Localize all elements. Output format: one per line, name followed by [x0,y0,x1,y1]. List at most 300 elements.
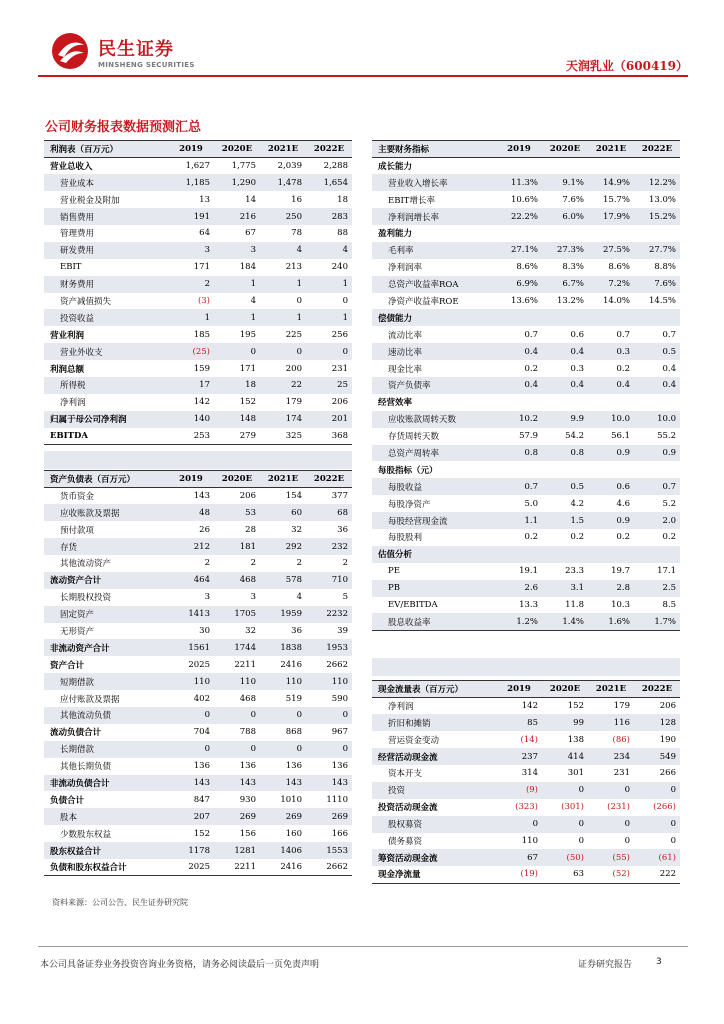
value-cell: 549 [634,748,680,765]
table-row [44,825,352,842]
value-cell: 2662 [306,859,352,876]
row-label: 净利润 [60,398,86,409]
value-cell: 63 [542,866,588,883]
value-cell: 17 [168,377,214,394]
value-cell [588,394,634,411]
value-cell: 2 [204,558,210,569]
value-cell [542,461,588,478]
income-statement-table [44,140,352,445]
value-cell: 0 [260,741,306,758]
value-cell: 0 [214,741,260,758]
value-cell: 32 [245,625,256,636]
row-label: 资产负债率 [372,377,496,394]
row-label: 应付账款及票据 [60,694,120,705]
value-cell: 0 [168,741,214,758]
value-cell: 4 [260,242,306,259]
value-cell: (55) [588,849,634,866]
value-cell: 1 [168,309,214,326]
row-label: 股东权益合计 [44,842,168,859]
value-cell: 110 [168,673,214,690]
row-label: EBIT增长率 [388,195,435,206]
value-cell: 4 [296,592,302,603]
value-cell: 0.7 [524,329,538,340]
value-cell: 67 [496,849,542,866]
value-cell: 232 [306,538,352,555]
table-row [44,741,352,758]
table-row [44,309,352,326]
value-cell: 171 [239,363,256,374]
table-row [44,157,352,174]
value-cell [542,546,588,563]
value-cell: 148 [214,411,260,428]
table-row [44,487,352,504]
value-cell: 1 [306,309,352,326]
value-cell: 3 [168,242,214,259]
data-source-note: 资料来源：公司公告、民生证券研究院 [52,898,188,907]
value-cell: 5 [342,592,348,603]
value-cell: 0 [542,782,588,799]
value-cell: 0 [260,707,306,724]
key-ratios-table [372,140,680,631]
value-cell: 152 [193,828,210,839]
table-spacer [44,451,352,469]
value-cell: 10.2 [496,411,542,428]
row-label: 净利润率 [388,263,423,274]
table-row [44,690,352,707]
table-row [44,606,352,623]
year-header: 2020E [214,471,260,488]
value-cell: 3.1 [542,580,588,597]
value-cell: 234 [588,748,634,765]
year-header: 2020E [542,141,588,158]
value-cell: 0.8 [496,445,542,462]
value-cell: 19.7 [611,566,630,577]
value-cell: 22 [260,377,306,394]
value-cell: 4 [250,295,256,306]
table-row [44,623,352,640]
value-cell: 179 [613,701,630,712]
row-label: 其他长期负债 [60,762,112,773]
table-row [44,259,352,276]
value-cell: 216 [214,208,260,225]
value-cell: 68 [306,504,352,521]
footer-divider [38,946,688,947]
value-cell: 136 [331,761,348,772]
table-row [372,360,680,377]
value-cell: 0.7 [634,478,680,495]
value-cell: 3 [204,592,210,603]
row-label: 负债和股东权益合计 [44,859,168,876]
value-cell: 368 [306,428,352,445]
row-label: 其他流动负债 [44,707,168,724]
value-cell: 190 [659,734,676,745]
value-cell: 30 [199,625,210,636]
page-header [38,27,688,77]
table-title: 资产负债表（百万元） [44,471,168,488]
value-cell [634,546,680,563]
value-cell: 0.5 [634,343,680,360]
value-cell: 225 [285,329,302,340]
row-label: 利润总额 [50,364,85,375]
table-row [372,833,680,850]
year-header: 2022E [306,471,352,488]
value-cell: 27.3% [542,242,588,259]
value-cell: 14 [245,194,256,205]
table-row [372,613,680,630]
value-cell: 13.2% [556,295,584,306]
value-cell: 0 [542,816,588,833]
row-label: 筹资活动现金流 [372,849,496,866]
table-row [44,276,352,293]
value-cell: 143 [260,775,306,792]
value-cell: 152 [567,701,584,712]
value-cell [496,157,542,174]
value-cell: 10.0 [634,411,680,428]
value-cell: 17.9% [588,208,634,225]
value-cell: 2 [250,558,256,569]
value-cell: 67 [245,228,256,239]
row-label: 净资产收益率ROE [388,296,459,307]
row-label: 所得税 [44,377,168,394]
table-row [372,849,680,866]
table-row [372,782,680,799]
value-cell: (14) [520,734,538,745]
value-cell: 25 [306,377,352,394]
value-cell [542,309,588,326]
value-cell: 590 [331,693,348,704]
row-label: 资产合计 [50,660,85,671]
table-row [372,597,680,614]
value-cell: 1,654 [306,174,352,191]
value-cell: 23.3 [565,566,584,577]
value-cell: 314 [521,768,538,779]
logo-text-en: MINSHENG SECURITIES [98,61,195,69]
value-cell: 0.2 [524,363,538,374]
table-row [44,589,352,606]
table-row [372,174,680,191]
value-cell: 36 [337,524,348,535]
value-cell: 11.8 [565,599,584,610]
value-cell: 1,478 [260,174,306,191]
value-cell [496,461,542,478]
value-cell: 1.7% [634,613,680,630]
row-label: 折旧和摊销 [372,714,496,731]
value-cell: 156 [239,828,256,839]
footer-disclaimer: 本公司具备证券业务投资咨询业务资格，请务必阅读最后一页免责声明 [40,960,320,970]
value-cell: 136 [193,761,210,772]
value-cell: 237 [496,748,542,765]
row-label: PE [388,566,400,577]
value-cell: 14.9% [588,174,634,191]
value-cell: 5.0 [524,498,538,509]
value-cell: 0.7 [496,478,542,495]
value-cell: 174 [260,411,306,428]
value-cell: (52) [588,866,634,883]
year-header: 2020E [214,141,260,158]
value-cell: 57.9 [519,431,538,442]
value-cell: 930 [239,794,256,805]
row-label: 存货 [44,538,168,555]
value-cell: 0 [342,295,348,306]
value-cell: 2.6 [496,580,542,597]
balance-sheet-table [44,470,352,876]
value-cell: 14.5% [648,295,676,306]
value-cell: 0 [214,707,260,724]
value-cell: 868 [285,727,302,738]
value-cell: 788 [239,727,256,738]
value-cell: 2.8 [588,580,634,597]
row-label: 资产减值损失 [60,296,112,307]
value-cell: 200 [285,363,302,374]
value-cell: 231 [331,363,348,374]
year-header: 2022E [634,141,680,158]
row-label: 投资收益 [44,309,168,326]
value-cell: 166 [331,828,348,839]
value-cell: 2211 [234,659,256,670]
value-cell: 27.5% [588,242,634,259]
value-cell: 704 [193,727,210,738]
value-cell: 32 [291,524,302,535]
value-cell [588,546,634,563]
value-cell: 269 [260,808,306,825]
value-cell: (50) [542,849,588,866]
value-cell: 279 [214,428,260,445]
table-row [372,309,680,326]
value-cell: 464 [168,572,214,589]
row-label: 应收账款及票据 [44,504,168,521]
value-cell: 191 [168,208,214,225]
row-label: 每股股利 [388,533,423,544]
row-label: 毛利率 [372,242,496,259]
value-cell: 0.2 [616,363,630,374]
cash-flow-table [372,680,680,884]
table-row [44,326,352,343]
value-cell: 0 [624,835,630,846]
table-row [372,697,680,714]
value-cell: 0.4 [634,377,680,394]
value-cell: 1,627 [185,161,210,172]
row-label: 流动负债合计 [50,728,102,739]
value-cell: 213 [285,262,302,273]
table-row [372,293,680,310]
value-cell: 0.7 [616,329,630,340]
value-cell: 0.2 [662,532,676,543]
value-cell: 1406 [260,842,306,859]
value-cell: (3) [197,295,210,306]
value-cell: 78 [291,228,302,239]
row-label: 营业税金及附加 [60,195,120,206]
table-header-row [372,681,680,698]
row-label: 无形资产 [60,626,95,637]
row-label: 研发费用 [44,242,168,259]
value-cell: 11.3% [496,174,542,191]
value-cell [496,546,542,563]
value-cell: 55.2 [657,431,676,442]
value-cell: 2662 [326,659,348,670]
table-row [44,758,352,775]
value-cell: 64 [199,228,210,239]
value-cell: 0.6 [570,329,584,340]
value-cell [542,157,588,174]
value-cell [634,394,680,411]
value-cell: 1 [306,276,352,293]
value-cell: 0.8 [542,445,588,462]
value-cell: 159 [193,363,210,374]
table-row [44,639,352,656]
table-row [44,724,352,741]
value-cell: 2025 [168,859,214,876]
row-label: 每股经营现金流 [372,512,496,529]
value-cell: (86) [612,734,630,745]
value-cell: 0.3 [570,363,584,374]
value-cell: 54.2 [565,431,584,442]
value-cell: 8.3% [562,262,584,273]
table-row [372,428,680,445]
row-label: 成长能力 [378,162,413,173]
year-header: 2021E [260,471,306,488]
value-cell: 8.5 [662,599,676,610]
table-row [372,259,680,276]
row-label: 货币资金 [60,492,95,503]
value-cell: 1.6% [588,613,634,630]
row-label: 营业利润 [50,330,85,341]
value-cell: 325 [260,428,306,445]
table-row [44,343,352,360]
value-cell: 1010 [280,794,302,805]
table-row [372,765,680,782]
value-cell: 0 [670,835,676,846]
table-row [44,208,352,225]
logo-text-cn: 民生证券 [98,39,174,60]
value-cell: 402 [193,693,210,704]
value-cell: (323) [515,802,538,813]
row-label: 股权募资 [372,816,496,833]
value-cell: 468 [239,693,256,704]
value-cell: 414 [542,748,588,765]
year-header: 2021E [588,681,634,698]
table-row [372,343,680,360]
value-cell: 1838 [260,639,306,656]
value-cell [542,394,588,411]
year-header: 2022E [634,681,680,698]
row-label: EV/EBITDA [388,599,438,610]
value-cell: 110 [521,835,538,846]
value-cell: 0.4 [496,377,542,394]
table-row [44,555,352,572]
row-label: 每股净资产 [388,499,431,510]
footer-report-type: 证券研究报告 [578,960,633,970]
minsheng-logo-icon [50,31,90,71]
value-cell: 1744 [214,639,260,656]
row-label: 净利润增长率 [372,208,496,225]
value-cell [588,157,634,174]
value-cell: (231) [607,802,630,813]
row-label: EBITDA [44,428,168,445]
value-cell: 1 [214,309,260,326]
table-row [372,748,680,765]
value-cell: 2,039 [277,161,302,172]
value-cell: 0.5 [542,478,588,495]
value-cell: 60 [260,504,306,521]
table-header-row [372,141,680,158]
table-row [44,775,352,792]
value-cell: 0.9 [588,512,634,529]
value-cell: 231 [613,768,630,779]
value-cell: 10.6% [510,194,538,205]
table-row [372,461,680,478]
table-row [44,842,352,859]
value-cell: 0.4 [662,363,676,374]
table-row [44,572,352,589]
value-cell: 0.4 [542,377,588,394]
table-header-row [44,141,352,158]
value-cell: 266 [659,768,676,779]
value-cell: 1178 [168,842,214,859]
table-row [372,563,680,580]
value-cell: 0 [588,816,634,833]
table-row [372,445,680,462]
table-header-row [44,471,352,488]
table-row [372,714,680,731]
value-cell: 269 [306,808,352,825]
row-label: 长期股权投资 [60,593,112,604]
value-cell: 195 [239,329,256,340]
row-label: PB [372,580,496,597]
value-cell: 206 [659,701,676,712]
row-label: 资本开支 [388,769,423,780]
table-row [44,174,352,191]
value-cell: 110 [260,673,306,690]
row-label: 营业外收支 [44,343,168,360]
table-row [372,495,680,512]
value-cell: 138 [567,734,584,745]
row-label: 归属于母公司净利润 [44,411,168,428]
row-label: 财务费用 [44,276,168,293]
year-header: 2019 [168,471,214,488]
value-cell: 0.4 [496,343,542,360]
value-cell: 0.6 [588,478,634,495]
table-row [372,411,680,428]
value-cell: 154 [285,491,302,502]
row-label: 流动比率 [388,330,423,341]
company-name: 天润乳业（600419） [565,59,688,73]
table-row [44,504,352,521]
value-cell: 1.5 [542,512,588,529]
table-row [372,478,680,495]
value-cell: 1705 [214,606,260,623]
value-cell: 0 [306,707,352,724]
value-cell: 26 [199,524,210,535]
value-cell: 2416 [260,859,306,876]
value-cell: 152 [239,397,256,408]
table-title: 主要财务指标 [372,141,496,158]
table-row [44,656,352,673]
value-cell: 0.3 [588,343,634,360]
row-label: 估值分析 [372,546,496,563]
value-cell: 13.0% [648,194,676,205]
row-label: 盈利能力 [378,229,413,240]
value-cell: 206 [331,397,348,408]
value-cell: 1,290 [214,174,260,191]
table-row [372,816,680,833]
value-cell [496,225,542,242]
row-label: 现金比率 [388,364,423,375]
table-row [372,546,680,563]
row-label: 债务募资 [388,836,423,847]
value-cell: (9) [496,782,542,799]
value-cell [634,157,680,174]
value-cell: 519 [285,693,302,704]
